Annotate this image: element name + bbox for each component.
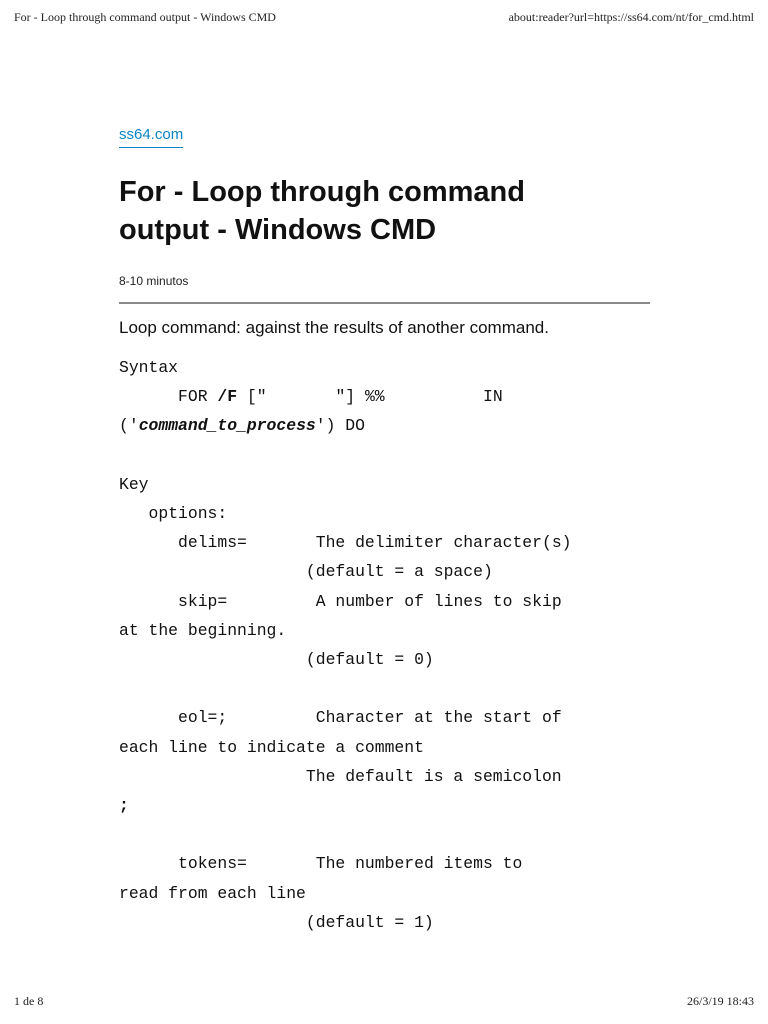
code-skip-key: skip= <box>178 591 228 611</box>
print-footer <box>14 994 754 1010</box>
code-eol-desc-1: Character at the start of <box>315 708 562 728</box>
code-skip-desc-1: A number of lines to skip <box>315 591 562 611</box>
print-footer-page: 1 de 8 <box>14 994 44 1008</box>
code-flag: /F <box>217 387 238 407</box>
code-tokens-default: (default = 1) <box>305 912 434 932</box>
code-bracket-open: [" <box>237 387 267 407</box>
code-skip-desc-2: at the beginning. <box>119 620 287 640</box>
code-paren-close: ') DO <box>315 416 365 436</box>
intro-paragraph: Loop command: against the results of another command. <box>119 318 549 337</box>
code-bracket-close: "] %% <box>335 387 385 407</box>
divider <box>119 302 650 304</box>
code-skip-default: (default = 0) <box>305 650 434 670</box>
code-key-label: Key <box>119 474 149 494</box>
article-title: For - Loop through command output - Windows CMD <box>119 176 525 246</box>
code-for-keyword: FOR <box>178 387 218 407</box>
code-tokens-desc-2: read from each line <box>119 883 306 903</box>
print-header-url: about:reader?url=https://ss64.com/nt/for_cmd.html <box>508 10 754 24</box>
print-footer-datetime: 26/3/19 18:43 <box>686 994 754 1008</box>
code-eol-desc-2: each line to indicate a comment <box>119 737 424 757</box>
code-tokens-key: tokens= <box>178 854 247 874</box>
code-block <box>119 353 650 937</box>
code-paren-open: (' <box>119 416 139 436</box>
code-tokens-desc-1: The numbered items to <box>315 854 523 874</box>
code-in-keyword: IN <box>483 387 503 407</box>
code-delims-default: (default = a space) <box>305 562 493 582</box>
code-eol-key: eol=; <box>178 708 228 728</box>
reading-time: 8-10 minutos <box>119 274 189 288</box>
code-options-label: options: <box>148 504 228 524</box>
code-delims-key: delims= <box>178 533 247 553</box>
code-delims-desc: The delimiter character(s) <box>315 533 572 553</box>
code-command-param: command_to_process <box>138 416 316 436</box>
site-link[interactable]: ss64.com <box>119 126 183 148</box>
print-header-title: For - Loop through command output - Windows CMD <box>14 10 276 24</box>
code-eol-desc-4: ; <box>119 796 129 816</box>
code-eol-desc-3: The default is a semicolon <box>305 766 562 786</box>
code-syntax-label: Syntax <box>119 358 179 377</box>
print-header <box>14 10 754 26</box>
